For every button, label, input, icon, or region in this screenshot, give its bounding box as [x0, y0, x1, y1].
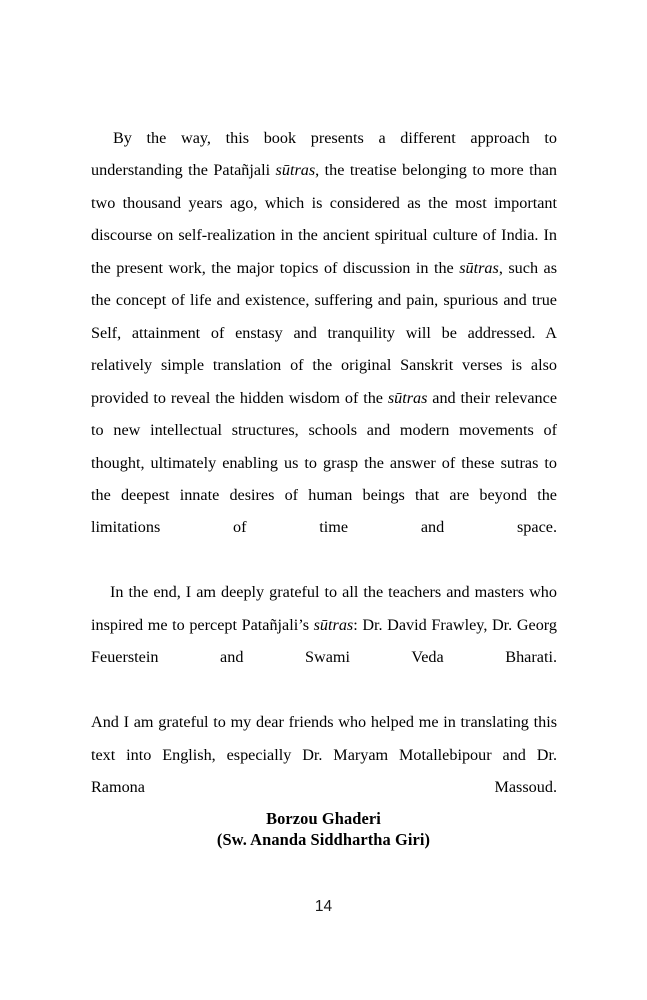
paragraph-gratitude-teachers: In the end, I am deeply grateful to all the teachers and masters who inspired me to percept Patañjali’s sūtras: Dr. David Frawley, Dr. Georg Feuerstein and Swami Veda Bharati. — [91, 583, 557, 667]
sanskrit-term: sūtras — [275, 161, 316, 180]
paragraph-gratitude-friends: And I am grateful to my dear friends who helped me in translating this text into English, especially Dr. Maryam Motallebipour and Dr. Ramona Massoud. — [91, 713, 557, 797]
paragraph-book-approach: By the way, this book presents a different approach to understanding the Patañjali sūtras, the treatise belonging to more than two thousand years ago, which is considered as the most important discourse on self-realization in the ancient spiritual culture of India. In the present work, the major topics of discussion in the sūtras, such as the concept of life and existence, suffering and pain, spurious and true Self, attainment of enstasy and tranquility will be addressed. A relatively simple translation of the original Sanskrit verses is also provided to reveal the hidden wisdom of the sūtras and their relevance to new intellectual structures, schools and modern movements of thought, ultimately enabling us to grasp the answer of these sutras to the deepest innate desires of human beings that are beyond the limitations of time and space. — [91, 129, 558, 537]
body-text-block — [91, 122, 557, 836]
signature-author-name: Borzou Ghaderi — [266, 809, 381, 828]
signature-block — [0, 808, 647, 850]
sanskrit-term: sūtras — [313, 615, 354, 634]
signature-spiritual-name: (Sw. Ananda Siddhartha Giri) — [216, 830, 431, 849]
sanskrit-term: sūtras — [459, 258, 499, 277]
page-number: 14 — [314, 898, 333, 915]
sanskrit-term: sūtras — [387, 388, 428, 407]
